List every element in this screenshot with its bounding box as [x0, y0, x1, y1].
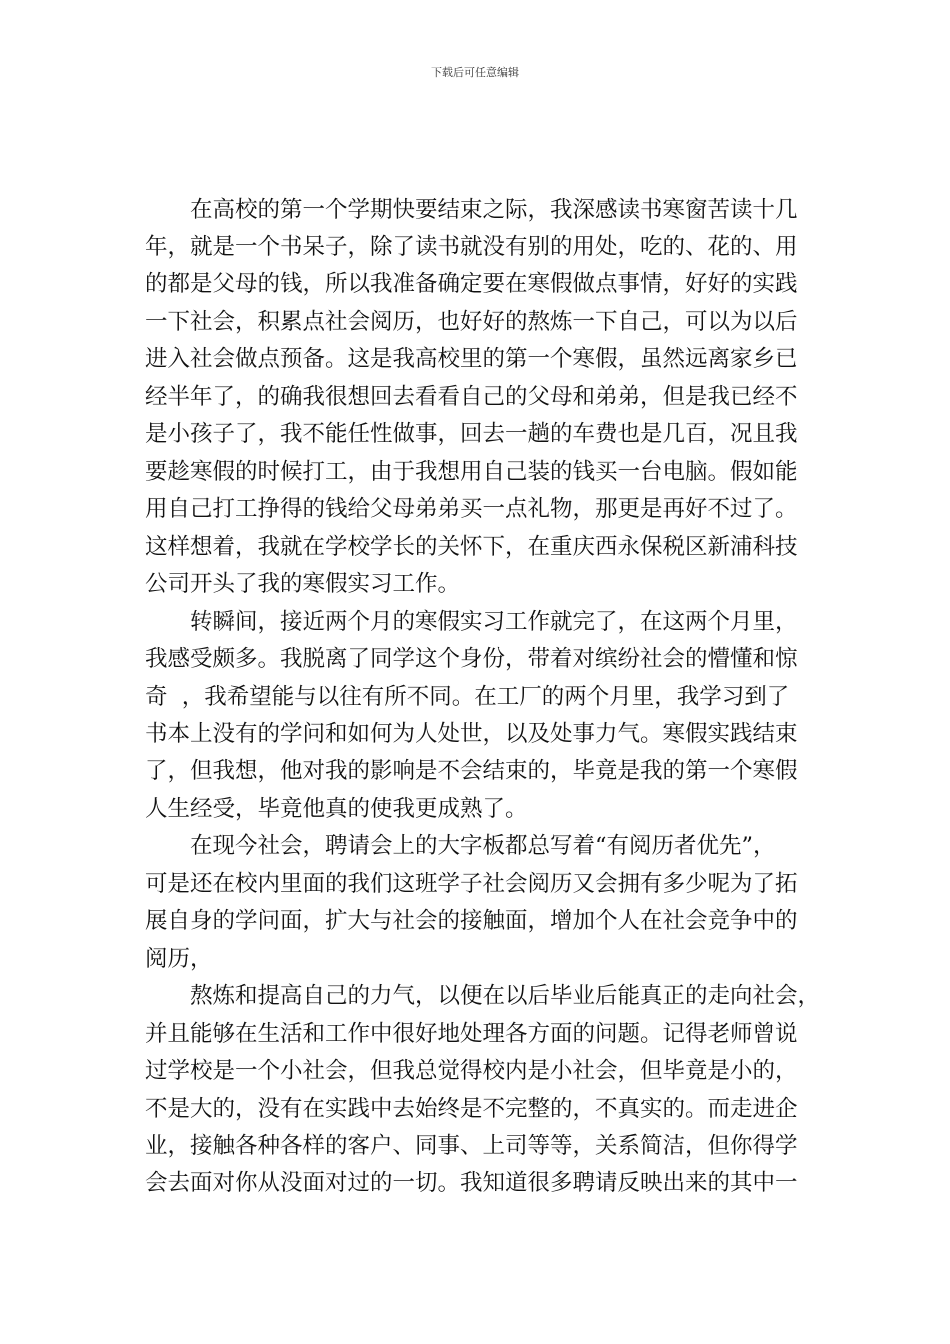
page-header: 下载后可任意编辑: [431, 66, 519, 79]
paragraph-line: 年，就是一个书呆子，除了读书就没有别的用处，吃的、花的、用: [145, 234, 798, 260]
paragraph-line: 了，但我想，他对我的影响是不会结束的，毕竟是我的第一个寒假: [145, 758, 798, 784]
paragraph-line: 会去面对你从没面对过的一切。我知道很多聘请反映出来的其中一: [145, 1170, 798, 1196]
paragraph-line: 要趁寒假的时候打工，由于我想用自己装的钱买一台电脑。假如能: [145, 459, 798, 485]
paragraph-line: 阅历，: [145, 946, 213, 972]
paragraph-line: 展自身的学问面，扩大与社会的接触面，增加个人在社会竞争中的: [145, 908, 798, 934]
paragraph-line: 书本上没有的学问和如何为人处世，以及处事力气。寒假实践结束: [145, 721, 798, 747]
paragraph-line: 是小孩子了，我不能任性做事，回去一趟的车费也是几百，况且我: [145, 421, 798, 447]
paragraph-line: 的都是父母的钱，所以我准备确定要在寒假做点事情，好好的实践: [145, 271, 798, 297]
paragraph-line: 这样想着，我就在学校学长的关怀下，在重庆西永保税区新浦科技: [145, 534, 798, 560]
paragraph-line: 不是大的，没有在实践中去始终是不完整的，不真实的。而走进企: [145, 1096, 798, 1122]
paragraph-line: 转瞬间，接近两个月的寒假实习工作就完了，在这两个月里，: [190, 609, 798, 635]
paragraph-line: 并且能够在生活和工作中很好地处理各方面的问题。记得老师曾说: [145, 1021, 798, 1047]
paragraph-line: 在现今社会，聘请会上的大字板都总写着“有阅历者优先”，: [190, 833, 776, 859]
paragraph-line: 在高校的第一个学期快要结束之际，我深感读书寒窗苦读十几: [190, 197, 798, 223]
paragraph-line: 过学校是一个小社会，但我总觉得校内是小社会，但毕竟是小的，: [145, 1058, 798, 1084]
paragraph-line: 我感受颇多。我脱离了同学这个身份，带着对缤纷社会的懵懂和惊: [145, 646, 798, 672]
paragraph-line: 可是还在校内里面的我们这班学子社会阅历又会拥有多少呢为了拓: [145, 871, 798, 897]
paragraph-line: 业，接触各种各样的客户、同事、上司等等，关系简洁，但你得学: [145, 1133, 798, 1159]
paragraph-line: 进入社会做点预备。这是我高校里的第一个寒假，虽然远离家乡已: [145, 346, 798, 372]
paragraph-line: 经半年了，的确我很想回去看看自己的父母和弟弟，但是我已经不: [145, 384, 798, 410]
paragraph-line: 用自己打工挣得的钱给父母弟弟买一点礼物，那更是再好不过了。: [145, 496, 798, 522]
paragraph-line: 一下社会，积累点社会阅历，也好好的熬炼一下自己，可以为以后: [145, 309, 798, 335]
paragraph-line: 人生经受，毕竟他真的使我更成熟了。: [145, 796, 528, 822]
paragraph-line: 公司开头了我的寒假实习工作。: [145, 571, 461, 597]
paragraph-line: 熬炼和提高自己的力气，以便在以后毕业后能真正的走向社会，: [190, 983, 821, 1009]
paragraph-line: 奇 ，我希望能与以往有所不同。在工厂的两个月里，我学习到了: [145, 684, 790, 710]
